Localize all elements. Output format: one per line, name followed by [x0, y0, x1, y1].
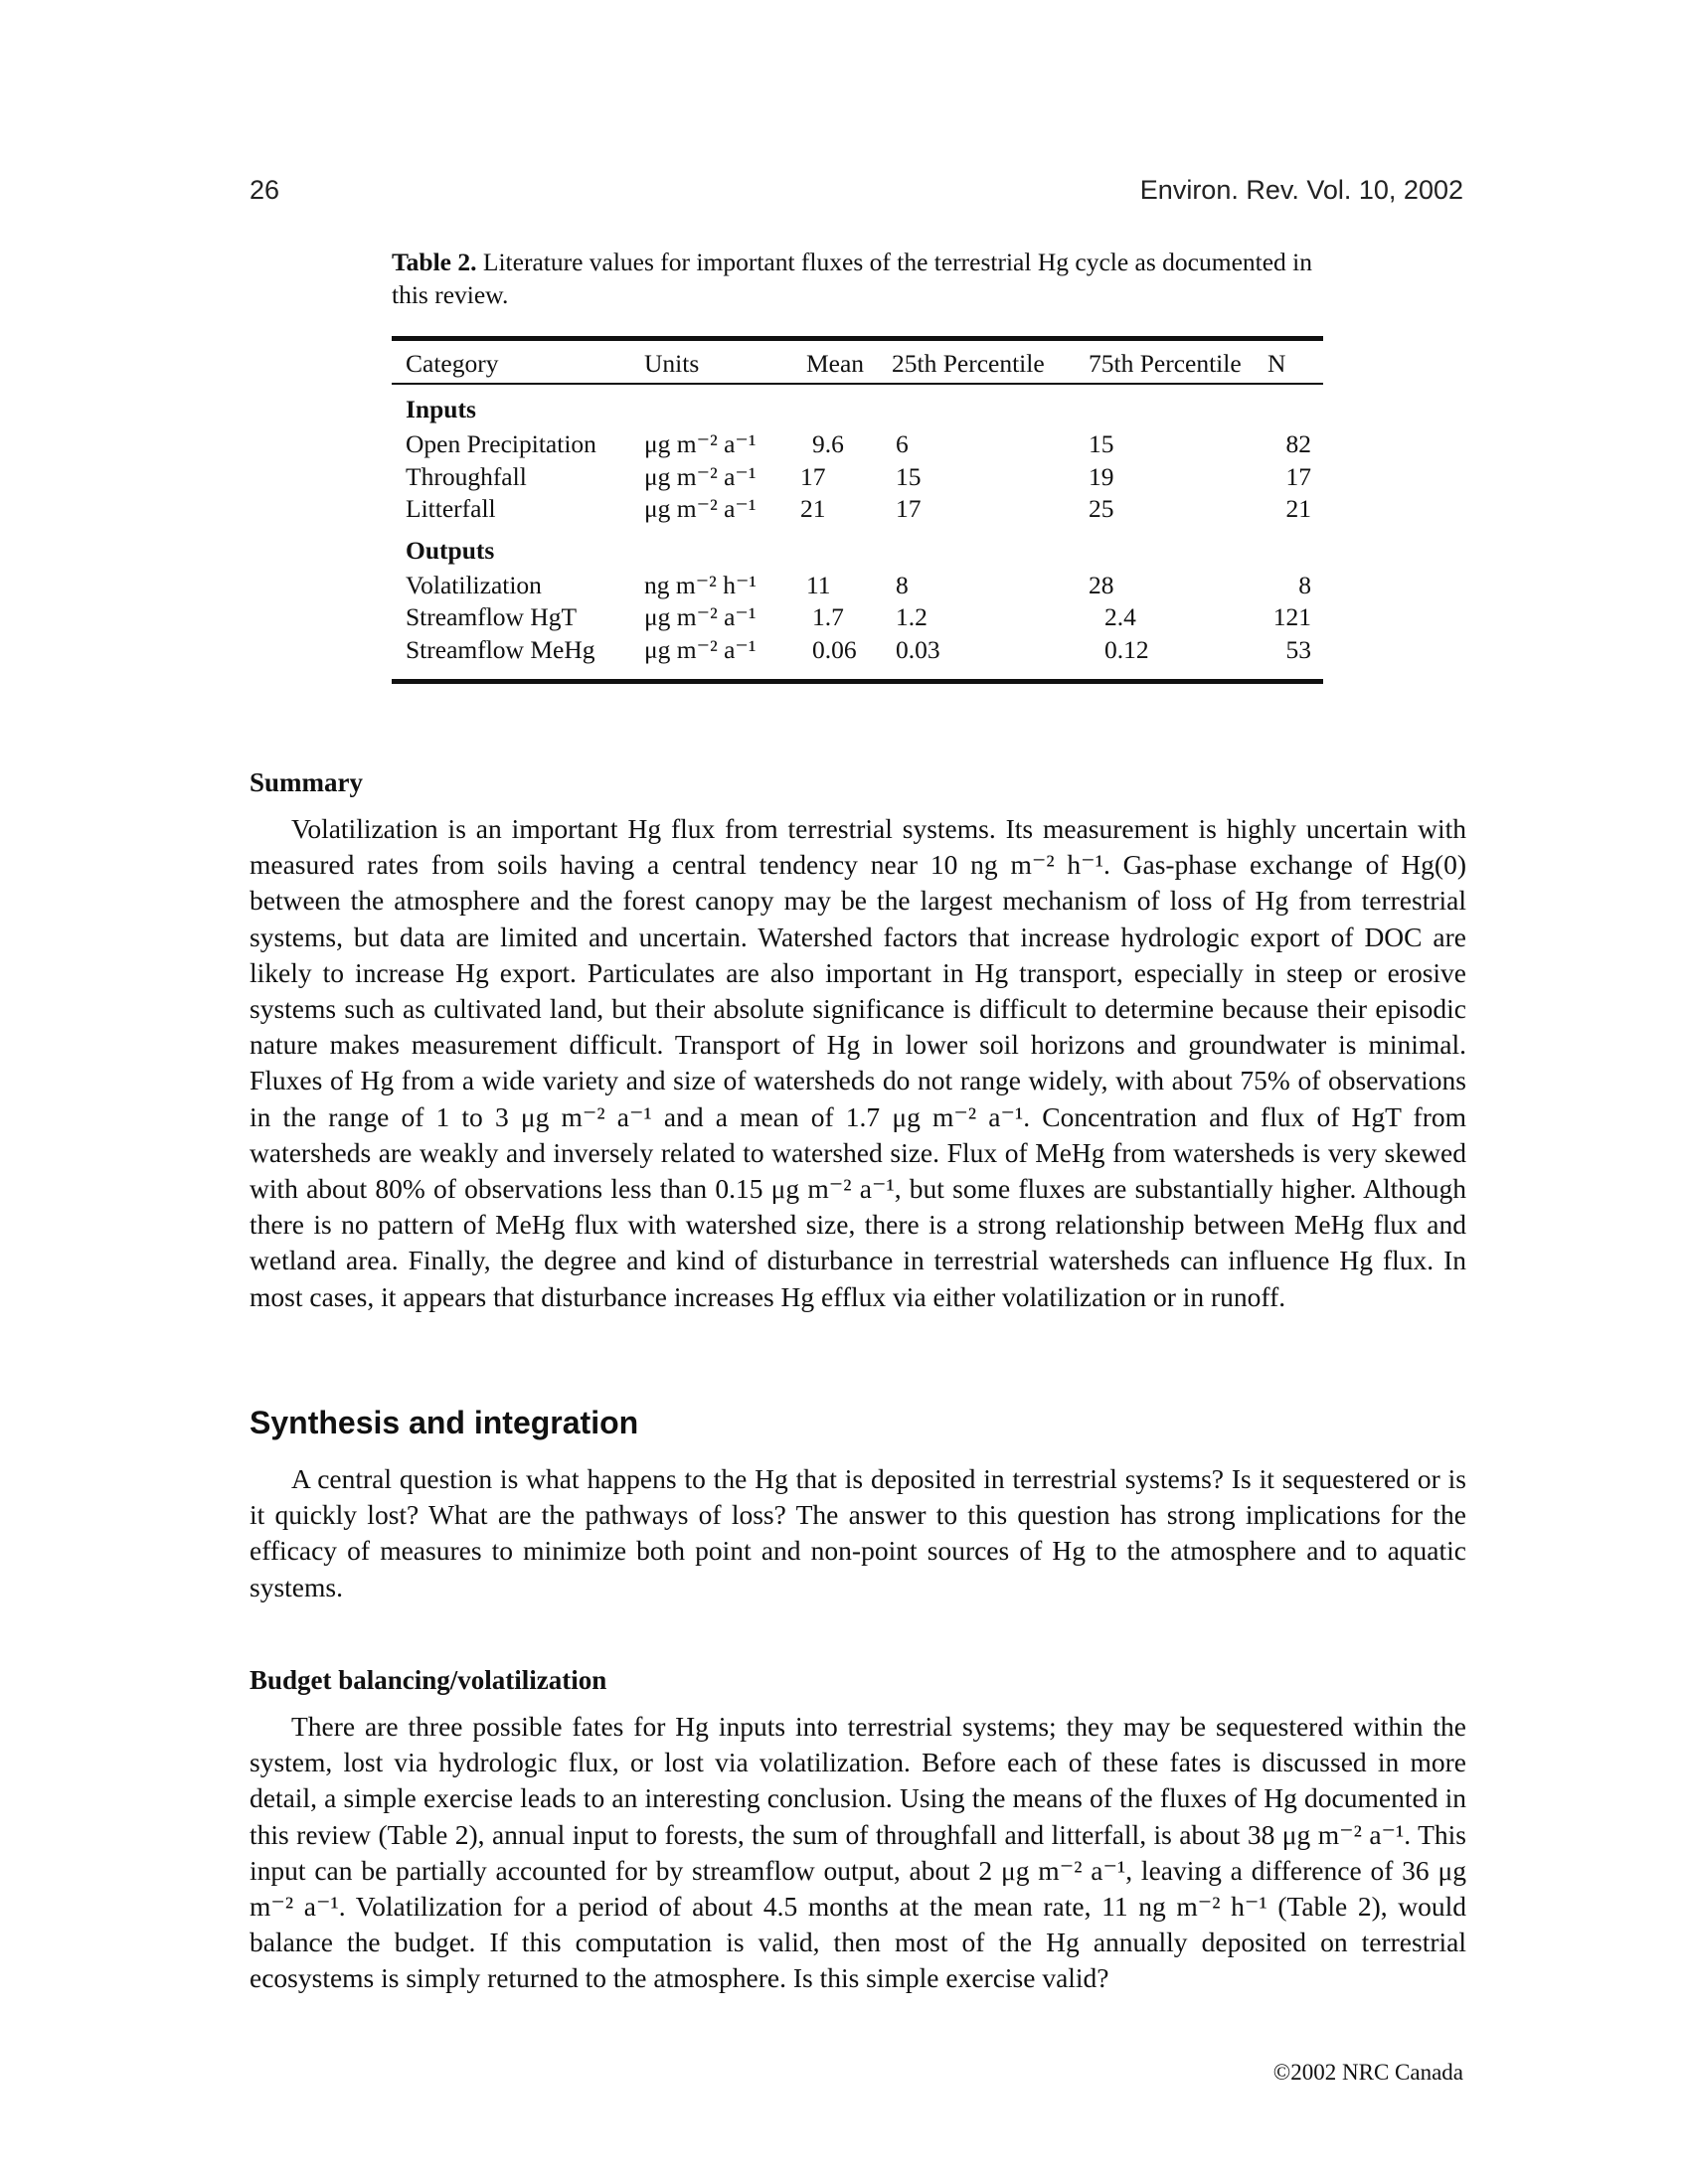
cell-units: μg m⁻² a⁻¹	[644, 634, 757, 664]
cell-n: 8	[1298, 570, 1311, 599]
cell-75th: 19	[1089, 461, 1114, 491]
table-group-row	[392, 526, 1323, 570]
cell-75th: 0.12	[1104, 634, 1149, 664]
cell-mean: 17	[800, 461, 826, 491]
table-row	[392, 601, 1323, 634]
table-bottom-rule	[392, 679, 1323, 684]
col-header-n: N	[1267, 349, 1286, 378]
cell-category: Throughfall	[406, 461, 527, 491]
table-caption-text: Literature values for important fluxes of the terrestrial Hg cycle as documented in this review.	[392, 248, 1312, 309]
cell-75th: 2.4	[1104, 602, 1136, 632]
journal-header: Environ. Rev. Vol. 10, 2002	[1139, 175, 1463, 205]
cell-units: μg m⁻² a⁻¹	[644, 429, 757, 459]
cell-mean: 9.6	[812, 429, 844, 459]
cell-units: μg m⁻² a⁻¹	[644, 602, 757, 632]
col-header-mean: Mean	[806, 349, 865, 378]
cell-n: 21	[1285, 494, 1311, 524]
col-header-category: Category	[406, 349, 499, 378]
cell-mean: 0.06	[812, 634, 857, 664]
synthesis-heading: Synthesis and integration	[250, 1405, 639, 1440]
summary-paragraph: Volatilization is an important Hg flux from terrestrial systems. Its measurement is highly uncertain with measured rates from soils having a central tendency near 10 ng m⁻² h⁻¹. Gas-phase exchange of Hg(0) between the atmosphere and the forest canopy may be the largest mechanism of loss of Hg from terrestrial systems, but data are limited and uncertain. Watershed factors that increase hydrologic export of DOC are likely to increase Hg export. Particulates are also important in Hg transport, especially in steep or erosive systems such as cultivated land, but their absolute significance is difficult to determine because their episodic nature makes measurement difficult. Transport of Hg in lower soil horizons and groundwater is minimal. Fluxes of Hg from a wide variety and size of watersheds do not range widely, with about 75% of observations in the range of 1 to 3 μg m⁻² a⁻¹ and a mean of 1.7 μg m⁻² a⁻¹. Concentration and flux of HgT from watersheds are weakly and inversely related to watershed size. Flux of MeHg from watersheds is very skewed with about 80% of observations less than 0.15 μg m⁻² a⁻¹, but some fluxes are substantially higher. Although there is no pattern of MeHg flux with watershed size, there is a strong relationship between MeHg flux and wetland area. Finally, the degree and kind of disturbance in terrestrial watersheds can influence Hg flux. In most cases, it appears that disturbance increases Hg efflux via either volatilization or in runoff.	[250, 813, 1466, 1312]
col-header-units: Units	[644, 349, 700, 378]
cell-category: Streamflow MeHg	[406, 634, 595, 664]
table-caption	[392, 246, 1336, 311]
cell-25th: 1.2	[896, 602, 928, 632]
table-row	[392, 634, 1323, 670]
col-header-75th: 75th Percentile	[1089, 349, 1242, 378]
table-row	[392, 428, 1323, 461]
cell-n: 82	[1285, 429, 1311, 459]
col-header-25th: 25th Percentile	[892, 349, 1045, 378]
page-number: 26	[250, 175, 280, 205]
table-row	[392, 493, 1323, 526]
cell-25th: 6	[896, 429, 909, 459]
group-label-outputs: Outputs	[406, 535, 495, 565]
flux-table	[392, 336, 1323, 669]
cell-units: μg m⁻² a⁻¹	[644, 461, 757, 491]
budget-paragraph: There are three possible fates for Hg inputs into terrestrial systems; they may be sequestered within the system, lost via hydrologic flux, or lost via volatilization. Before each of these fates is discussed in more detail, a simple exercise leads to an interesting conclusion. Using the means of the fluxes of Hg documented in this review (Table 2), annual input to forests, the sum of throughfall and litterfall, is about 38 μg m⁻² a⁻¹. This input can be partially accounted for by streamflow output, about 2 μg m⁻² a⁻¹, leaving a difference of 36 μg m⁻² a⁻¹. Volatilization for a period of about 4.5 months at the mean rate, 11 ng m⁻² h⁻¹ (Table 2), would balance the budget. If this computation is valid, then most of the Hg annually deposited on terrestrial ecosystems is simply returned to the atmosphere. Is this simple exercise valid?	[250, 1711, 1466, 1994]
cell-n: 121	[1272, 602, 1311, 632]
cell-units: μg m⁻² a⁻¹	[644, 494, 757, 524]
cell-units: ng m⁻² h⁻¹	[644, 570, 758, 599]
synthesis-paragraph: A central question is what happens to the Hg that is deposited in terrestrial systems? Is it sequestered or is it quickly lost? What are the pathways of loss? The answer to this question has strong implications for the efficacy of measures to minimize both point and non-point sources of Hg to the atmosphere and to aquatic systems.	[250, 1463, 1466, 1602]
table-row	[392, 461, 1323, 494]
cell-n: 17	[1285, 461, 1311, 491]
cell-category: Litterfall	[406, 494, 496, 524]
cell-category: Open Precipitation	[406, 429, 596, 459]
cell-25th: 0.03	[896, 634, 940, 664]
cell-25th: 15	[896, 461, 922, 491]
summary-heading: Summary	[250, 767, 363, 797]
cell-n: 53	[1285, 634, 1311, 664]
table-group-row	[392, 384, 1323, 428]
table-caption-label: Table 2.	[392, 248, 477, 276]
cell-mean: 11	[806, 570, 831, 599]
cell-75th: 28	[1089, 570, 1114, 599]
cell-category: Streamflow HgT	[406, 602, 578, 632]
cell-75th: 25	[1089, 494, 1114, 524]
table-row	[392, 570, 1323, 602]
cell-mean: 21	[800, 494, 826, 524]
cell-25th: 17	[896, 494, 922, 524]
cell-category: Volatilization	[406, 570, 542, 599]
cell-75th: 15	[1089, 429, 1114, 459]
copyright-footer: ©2002 NRC Canada	[1272, 2060, 1463, 2085]
budget-heading: Budget balancing/volatilization	[250, 1665, 607, 1695]
table-header-row	[392, 339, 1323, 385]
cell-mean: 1.7	[812, 602, 844, 632]
group-label-inputs: Inputs	[406, 395, 476, 423]
cell-25th: 8	[896, 570, 909, 599]
